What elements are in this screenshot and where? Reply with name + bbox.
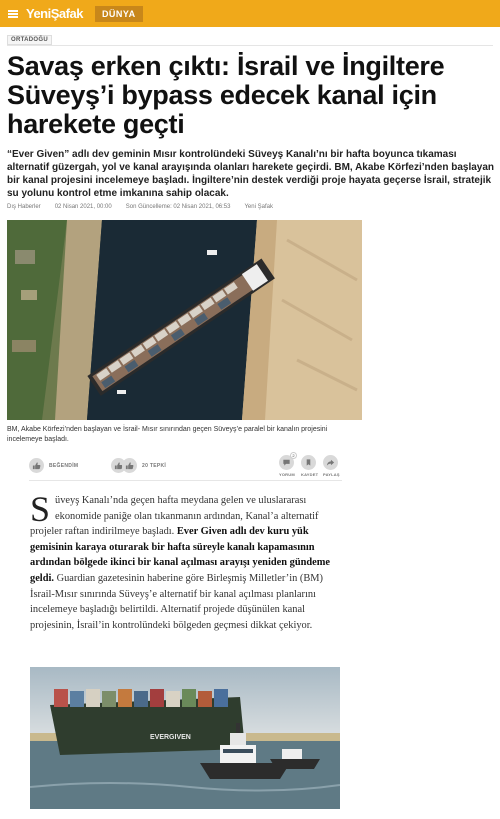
article-body: [30, 489, 340, 633]
save-label: KAYDET: [301, 472, 319, 477]
hero-image: [7, 220, 362, 420]
body-text-highlight: Ever Given adlı dev kuru yük gemisinin karaya oturarak bir hafta süreyle kanalı kapamasının ardından bölgede ikinci bir kanal açılması arayışı yeniden gündeme geldi.: [30, 526, 331, 584]
like-button[interactable]: [29, 458, 78, 473]
ship-hull-text: EVERGIVEN: [150, 734, 191, 741]
article-photo: [30, 667, 340, 809]
comment-icon: [279, 455, 294, 470]
article-title: Savaş erken çıktı: İsrail ve İngiltere Süveyş’i bypass edecek kanal için harekete geçti: [7, 51, 445, 139]
like-label: BEĞENDİM: [49, 462, 79, 469]
body-text-rest: Guardian gazetesinin haberine göre Birleşmiş Milletler’in (BM) İsrail-Mısır sınırında Süveyş’e alternatif bir kanal açılması planlarını incelemeye başladığı belirtildi. Alternatif projede düşünülen kanal projesinin, İsrail’in kontrolündeki bölgeden geçmesi dikkat çekiyor.: [30, 572, 323, 631]
reaction-bar: [29, 455, 342, 477]
meta-department[interactable]: Dış Haberler: [7, 204, 41, 210]
divider: [7, 45, 493, 46]
reactions-count-label: 20 TEPKİ: [142, 462, 167, 469]
meta-published: 02 Nisan 2021, 00:00: [54, 204, 112, 210]
share-icon: [323, 455, 338, 470]
comment-label: YORUM: [279, 472, 295, 477]
drop-cap: S: [30, 489, 51, 529]
menu-icon[interactable]: [8, 10, 18, 18]
share-label: PAYLAŞ: [323, 472, 340, 477]
save-button[interactable]: [301, 455, 319, 477]
comment-count-badge: 2: [290, 452, 297, 459]
article-summary: “Ever Given” adlı dev geminin Mısır kontrolündeki Süveyş Kanalı’nı bir hafta boyunca tıkaması alternatif güzergah, yol ve kanal arayışında olanları harekete geçirdi. BM, Akabe Körfezi’nden başlayan bir kanal projesini incelemeye başladı. İngiltere’nin destek verdiği proje hayata geçerse İsrail, stratejik su yolunu kontrol etme imkanına sahip olacak.: [7, 149, 495, 199]
hero-caption: BM, Akabe Körfezi’nden başlayan ve İsrail- Mısır sınırından geçen Süveyş’e paralel bir kanalın projesini incelemeye başladı.: [7, 426, 328, 443]
meta-source: Yeni Şafak: [244, 204, 273, 210]
top-navigation-bar: [0, 0, 500, 27]
aerial-ship-illustration: [7, 220, 362, 420]
ship-tugboat-illustration: [30, 667, 340, 809]
site-logo[interactable]: YeniŞafak: [26, 6, 83, 21]
section-label[interactable]: DÜNYA: [95, 6, 143, 22]
meta-updated: Son Güncelleme: 02 Nisan 2021, 06:53: [125, 204, 231, 210]
share-button[interactable]: [323, 455, 338, 477]
comment-button[interactable]: [279, 455, 294, 477]
category-tag[interactable]: ORTADOĞU: [7, 35, 52, 45]
reactions-button[interactable]: [111, 458, 166, 473]
body-text-intro: üveyş Kanalı’nda geçen hafta meydana gelen ve uluslararası ekonomide paniğe olan tıkanmanın ardından, Kanal’a alternatif projeler raftan indirilmeye başladı.: [30, 495, 319, 538]
divider: [29, 480, 342, 481]
article-meta: [7, 204, 273, 210]
reaction-thumbs-icon-2: [122, 458, 137, 473]
bookmark-icon: [301, 455, 316, 470]
thumbs-up-icon: [29, 458, 44, 473]
